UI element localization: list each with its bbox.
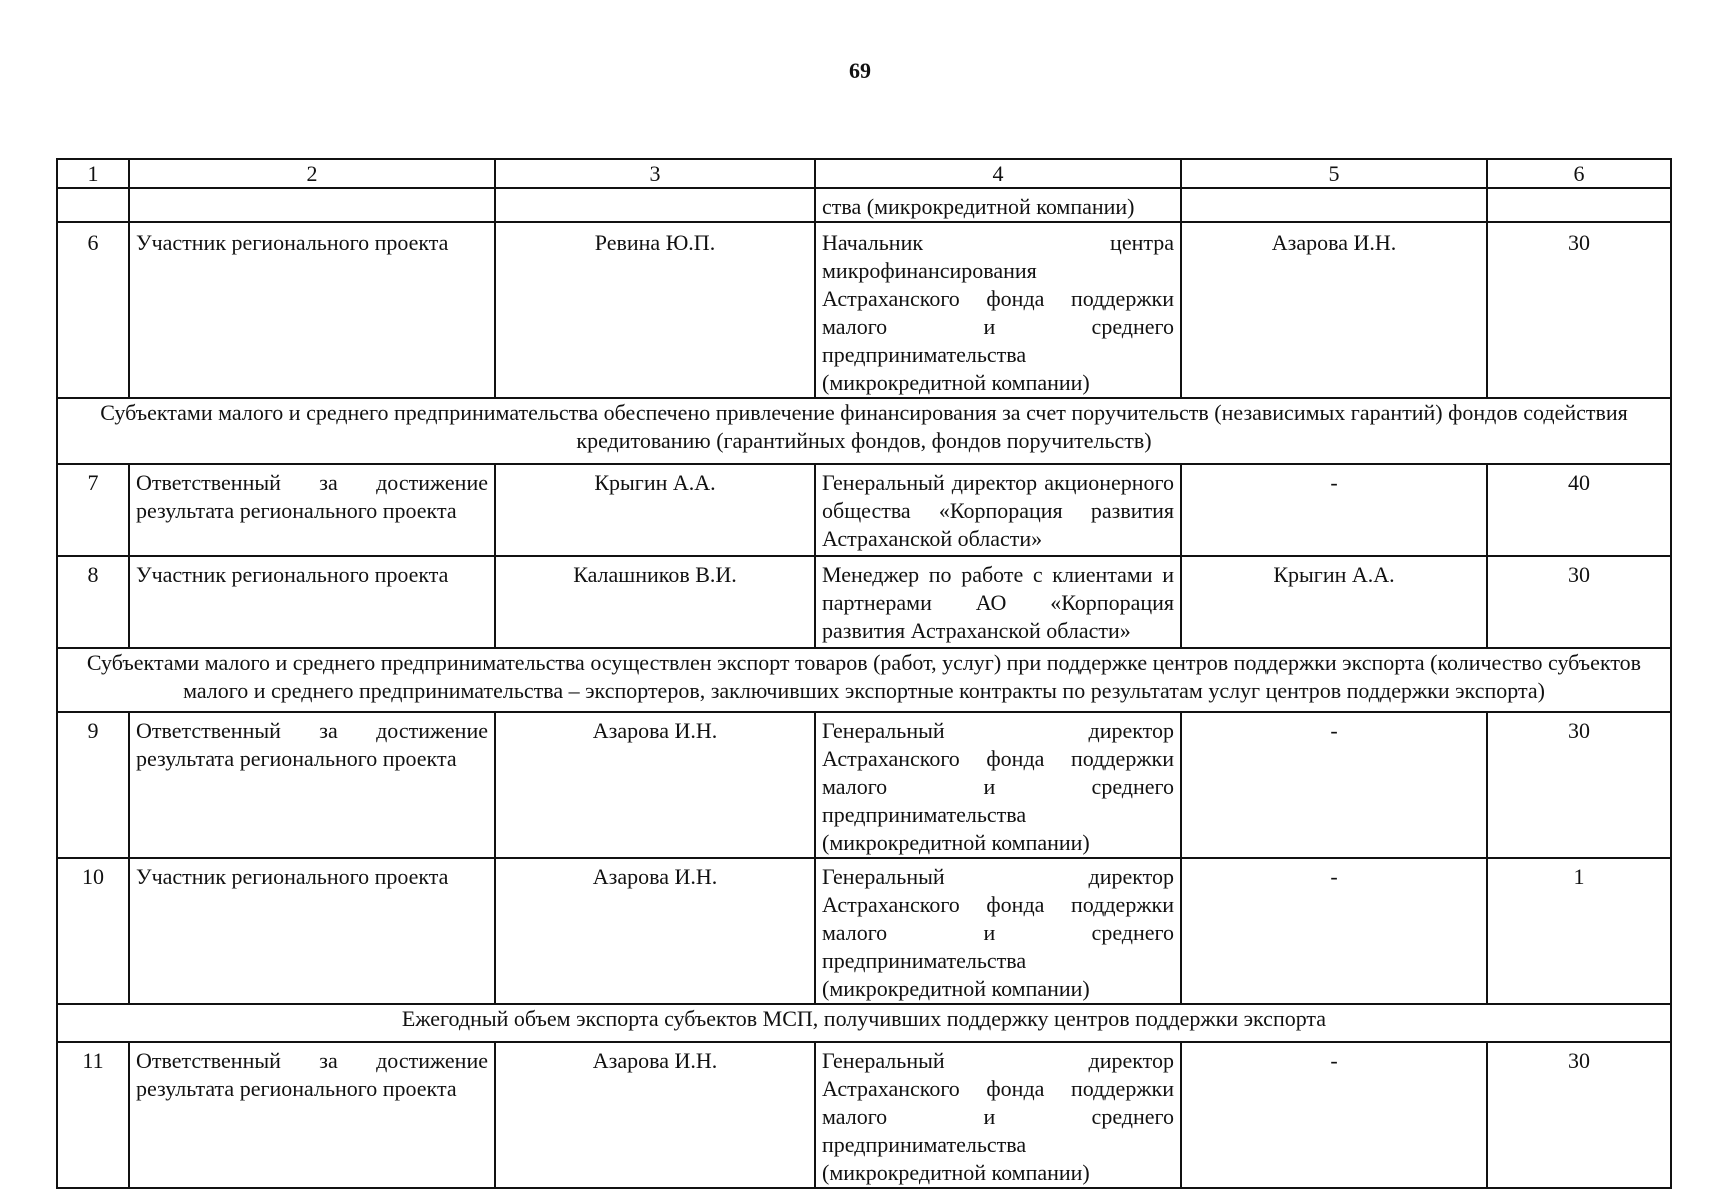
row-position: Генеральный директор Астраханского фонда поддержки малого и среднего предпринимательства (микрокредитной компании) xyxy=(815,712,1181,858)
page-number: 69 xyxy=(849,58,871,83)
row-role: Участник регионального проекта xyxy=(129,556,495,648)
row-number: 8 xyxy=(57,556,129,648)
row-supervisor: - xyxy=(1181,464,1487,556)
row-number: 10 xyxy=(57,858,129,1004)
row-name xyxy=(495,188,815,222)
section-row xyxy=(57,648,1671,712)
section-row xyxy=(57,1004,1671,1042)
row-position: ства (микрокредитной компании) xyxy=(815,188,1181,222)
section-title: Ежегодный объем экспорта субъектов МСП, получивших поддержку центров поддержки экспорта xyxy=(57,1004,1671,1042)
column-number: 3 xyxy=(495,159,815,188)
row-position: Генеральный директор Астраханского фонда поддержки малого и среднего предпринимательства (микрокредитной компании) xyxy=(815,858,1181,1004)
table-row xyxy=(57,464,1671,556)
row-employment: 40 xyxy=(1487,464,1671,556)
row-name: Крыгин А.А. xyxy=(495,464,815,556)
row-position: Генеральный директор акционерного общества «Корпорация развития Астраханской области» xyxy=(815,464,1181,556)
row-employment: 30 xyxy=(1487,556,1671,648)
row-role: Участник регионального проекта xyxy=(129,222,495,398)
section-row xyxy=(57,398,1671,464)
row-role xyxy=(129,188,495,222)
column-number: 5 xyxy=(1181,159,1487,188)
row-role: Ответственный за достижение результата регионального проекта xyxy=(129,712,495,858)
table-row xyxy=(57,222,1671,398)
column-number: 2 xyxy=(129,159,495,188)
row-supervisor: - xyxy=(1181,858,1487,1004)
table-row xyxy=(57,858,1671,1004)
row-supervisor: - xyxy=(1181,712,1487,858)
row-employment: 1 xyxy=(1487,858,1671,1004)
table-row xyxy=(57,556,1671,648)
row-name: Азарова И.Н. xyxy=(495,1042,815,1188)
row-number: 9 xyxy=(57,712,129,858)
row-name: Азарова И.Н. xyxy=(495,858,815,1004)
participants-table xyxy=(56,158,1672,1189)
column-number: 1 xyxy=(57,159,129,188)
row-supervisor xyxy=(1181,188,1487,222)
table-row xyxy=(57,188,1671,222)
row-position: Начальник центра микрофинансирования Астраханского фонда поддержки малого и среднего предпринимательства (микрокредитной компании) xyxy=(815,222,1181,398)
row-position: Генеральный директор Астраханского фонда поддержки малого и среднего предпринимательства (микрокредитной компании) xyxy=(815,1042,1181,1188)
row-supervisor: Азарова И.Н. xyxy=(1181,222,1487,398)
row-position: Менеджер по работе с клиентами и партнерами АО «Корпорация развития Астраханской области» xyxy=(815,556,1181,648)
row-employment: 30 xyxy=(1487,712,1671,858)
table-row xyxy=(57,712,1671,858)
column-number-row xyxy=(57,159,1671,188)
row-employment: 30 xyxy=(1487,1042,1671,1188)
row-role: Участник регионального проекта xyxy=(129,858,495,1004)
column-number: 4 xyxy=(815,159,1181,188)
column-number: 6 xyxy=(1487,159,1671,188)
row-supervisor: - xyxy=(1181,1042,1487,1188)
row-number: 6 xyxy=(57,222,129,398)
section-title: Субъектами малого и среднего предпринимательства обеспечено привлечение финансирования за счет поручительств (независимых гарантий) фондов содействия кредитованию (гарантийных фондов, фондов поручительств) xyxy=(57,398,1671,464)
row-role: Ответственный за достижение результата регионального проекта xyxy=(129,464,495,556)
row-employment xyxy=(1487,188,1671,222)
row-number: 11 xyxy=(57,1042,129,1188)
table-row xyxy=(57,1042,1671,1188)
row-supervisor: Крыгин А.А. xyxy=(1181,556,1487,648)
row-number xyxy=(57,188,129,222)
row-name: Азарова И.Н. xyxy=(495,712,815,858)
section-title: Субъектами малого и среднего предпринимательства осуществлен экспорт товаров (работ, услуг) при поддержке центров поддержки экспорта (количество субъектов малого и среднего предпринимательства – экспортеров, заключивших экспортные контракты по результатам услуг центров поддержки экспорта) xyxy=(57,648,1671,712)
row-name: Калашников В.И. xyxy=(495,556,815,648)
row-number: 7 xyxy=(57,464,129,556)
row-name: Ревина Ю.П. xyxy=(495,222,815,398)
row-role: Ответственный за достижение результата регионального проекта xyxy=(129,1042,495,1188)
row-employment: 30 xyxy=(1487,222,1671,398)
